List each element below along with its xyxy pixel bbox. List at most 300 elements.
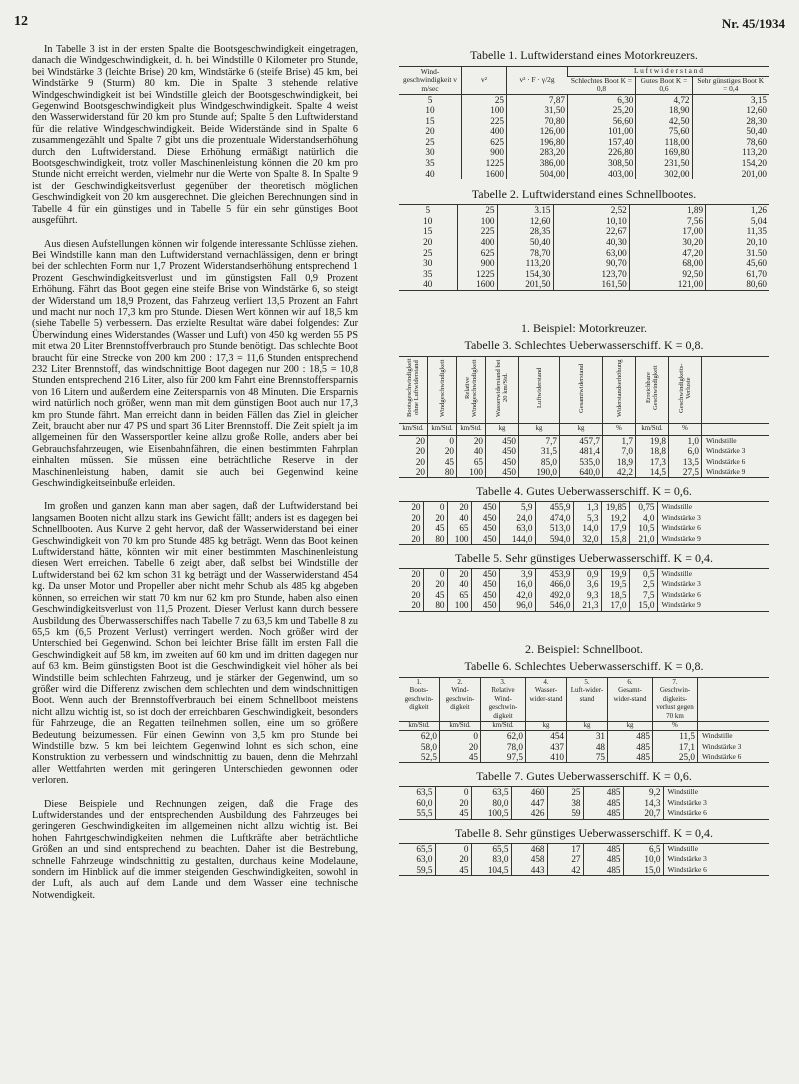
table-cell: 18,5: [601, 590, 629, 600]
table-cell: 90,70: [553, 258, 629, 269]
table-cell: 20: [411, 569, 421, 580]
row-note: Windstärke 3: [657, 579, 769, 589]
table-7-caption: Tabelle 7. Gutes Ueberwasserschiff. K = 0,6.: [476, 769, 692, 784]
table-cell: 21,0: [629, 534, 657, 545]
table-cell: 62,0: [420, 731, 437, 742]
table-cell: 625: [462, 137, 507, 148]
col-header: Erreichbare Geschwindigkeit: [645, 365, 659, 411]
table-cell: 20: [415, 435, 425, 446]
table-cell: 485: [608, 742, 653, 752]
row-note: Windstärke 3: [702, 446, 770, 456]
table-cell: 15,8: [601, 534, 629, 545]
table-cell: 97,5: [481, 752, 526, 763]
table-cell: 61,70: [706, 269, 769, 280]
table-cell: 25: [547, 787, 583, 798]
table-row: [399, 752, 769, 763]
table-row: [399, 513, 769, 523]
table-cell: 16,0: [499, 579, 535, 589]
table-cell: 154,30: [497, 269, 553, 280]
table-cell: 100: [457, 216, 497, 227]
table-row: [399, 502, 769, 513]
row-note: Windstärke 3: [698, 742, 770, 752]
table-row: [399, 457, 769, 467]
table-cell: 10,5: [629, 523, 657, 533]
table-cell: 14,0: [573, 523, 601, 533]
table-3-caption: Tabelle 3. Schlechtes Ueberwasserschiff. K = 0,8.: [464, 338, 704, 352]
table-cell: 20: [440, 742, 481, 752]
table-cell: 118,00: [636, 137, 692, 148]
table-cell: 3,9: [499, 569, 535, 580]
col-header: Windgeschwindigkeit: [438, 359, 446, 417]
table-cell: 447: [511, 798, 547, 808]
table-cell: 42,2: [603, 467, 636, 478]
table-cell: 17,1: [653, 742, 698, 752]
table-cell: 45,60: [706, 258, 769, 269]
table-cell: 20: [415, 446, 425, 457]
col-header: Wasserwiderstand bei 20 km/Std.: [495, 359, 509, 417]
table-cell: 144,0: [499, 534, 535, 545]
table-cell: 20: [447, 569, 471, 580]
table-cell: 70,80: [507, 116, 568, 127]
table-row: [399, 279, 769, 290]
paragraph: Aus diesen Aufstellungen können wir folgende interessante Schlüsse ziehen. Bei Windstille kann man den Luftwiderstand vernachlässigen, denn er bringt bei der schlechten Form nur 1,7 Prozent Widerstandserhöhung entsprechend 1 Prozent Geschwindigkeitsverlust und im günstigsten Fall 0,9 Prozent Erhöhung. Fährt das Boot gegen eine steife Brise von Windstärke 6, so steigt der Widerstand um 18,9 Prozent, das Fahrzeug verliert 13,5 Prozent an Fahrt und macht nur noch 17,3 km pro Stunde. Diesen Wert können wir auf 18,5 km (siehe Tabelle 5) verbessern. Das erzielte Resultat wäre dabei folgendes: Zur Überwindung eines Widerstandes (Wasser und Luft) von 450 kg werden 55 PS mit etwa 20 Liter Brennstoffverbrauch pro Stunde benötigt. Das schlechte Boot braucht für eine Strecke von 200 km 200 : 17,3 = 11,6 Stunden entsprechend 232 Liter Brennstoff, das windschnittige Boot dagegen nur 200 : 18,5 = 10,8 Stunden entsprechend 216 Liter, also für 200 km Fahrt eine Brennstoffersparnis von 16 Litern und außerdem eine Zeitersparnis von 48 Minuten. Die Ersparnis wird natürlich noch größer, wenn man mit dem günstigen Boot auch nur 17,3 km pro Stunde fährt. Man erreicht dann in beiden Fällen das Ziel in gleicher Zeit, braucht aber nur 47 PS und spart 36 Liter Brennstoff. Die Zeit spielt ja im allgemeinen für den Wassersportler keine allzu große Rolle, anders aber bei Gebrauchsfahrzeugen, wie Eisenbahnfähren, die einen bestimmten Fahrplan einhalten müssen. Sie müssen eine beträchtliche Reserve in der Maschinenleistung haben, damit sie auch bei Gegenwind keine Geschwindigkeitseinbuße erleiden.: [32, 238, 358, 490]
table-cell: 20: [435, 854, 471, 864]
table-row: [399, 205, 769, 216]
table-cell: 454: [526, 731, 567, 742]
table-cell: 5,04: [706, 216, 769, 227]
table-cell: 40: [425, 168, 435, 179]
table-cell: 457,7: [560, 435, 603, 446]
example-2-heading: 2. Beispiel: Schnellboot.: [525, 641, 643, 656]
table-cell: 62,0: [481, 731, 526, 742]
header-row: [399, 357, 769, 424]
table-cell: 386,00: [507, 158, 568, 169]
col-number: 1.: [416, 677, 422, 686]
table-cell: 0: [423, 569, 447, 580]
table-cell: 450: [486, 457, 519, 467]
table-cell: 40,30: [553, 237, 629, 248]
table-cell: 40: [447, 579, 471, 589]
row-note: Windstärke 6: [698, 752, 770, 763]
col-header: Gesamtwiderstand: [577, 363, 585, 413]
header-row: [399, 686, 769, 721]
col-number: 7.: [653, 677, 698, 686]
row-note: Windstärke 6: [663, 865, 769, 876]
table-cell: 0,9: [573, 569, 601, 580]
unit: kg: [519, 424, 560, 435]
table-cell: 30: [423, 258, 433, 269]
table-cell: 47,20: [629, 248, 705, 259]
col-header: v² · F · γ/2g: [507, 67, 568, 95]
table-cell: 450: [486, 435, 519, 446]
table-cell: 900: [462, 147, 507, 158]
table-cell: 80,0: [471, 798, 511, 808]
table-cell: 65,5: [471, 843, 511, 854]
table-cell: 1,89: [629, 205, 705, 216]
row-note: Windstärke 3: [657, 513, 769, 523]
table-cell: 450: [471, 534, 499, 545]
table-cell: 20: [428, 446, 457, 456]
table-cell: 19,9: [601, 569, 629, 580]
col-header: Geschwin-digkeits-verlust gegen 70 km: [653, 686, 698, 721]
table-cell: 485: [583, 843, 623, 854]
table-cell: 59: [547, 808, 583, 819]
table-row: [399, 116, 769, 127]
table-cell: 15,0: [629, 600, 657, 611]
table-cell: 38: [547, 798, 583, 808]
table-cell: 225: [462, 116, 507, 127]
table-cell: 17,0: [601, 600, 629, 611]
table-row: [399, 854, 769, 864]
table-row: [399, 237, 769, 248]
table-row: [399, 731, 769, 742]
col-header: Sehr günstiges Boot K = 0,4: [692, 76, 769, 94]
table-cell: 19,85: [601, 502, 629, 513]
table-cell: 1225: [462, 158, 507, 169]
table-cell: 56,60: [568, 116, 636, 127]
table-cell: 455,9: [535, 502, 573, 513]
table-cell: 161,50: [553, 279, 629, 290]
table-cell: 1,0: [669, 435, 702, 446]
table-cell: 65: [447, 590, 471, 600]
table-cell: 17,3: [636, 457, 669, 467]
table-cell: 40: [457, 446, 486, 456]
table-cell: 58,0: [420, 741, 437, 752]
table-cell: 80: [423, 600, 447, 611]
table-cell: 20: [447, 502, 471, 513]
col-number: 2.: [440, 677, 481, 686]
col-number: 6.: [608, 677, 653, 686]
table-row: [399, 798, 769, 808]
table-cell: 20: [411, 589, 421, 600]
table-cell: 78,0: [481, 742, 526, 752]
table-cell: 231,50: [636, 158, 692, 169]
table-cell: 2,5: [629, 579, 657, 589]
table-row: [399, 94, 769, 105]
table-cell: 10,10: [553, 216, 629, 227]
table-cell: 35: [425, 158, 435, 169]
table-cell: 14,5: [636, 467, 669, 478]
table-cell: 121,00: [629, 279, 705, 290]
col-header: v²: [462, 67, 507, 95]
table-cell: 63,0: [499, 523, 535, 533]
table-cell: 35: [423, 268, 433, 279]
table-cell: 485: [583, 854, 623, 864]
table-cell: 92,50: [629, 269, 705, 280]
table-cell: 28,35: [497, 226, 553, 237]
col-header: Bootsgeschwindigkeit ohne Luftwiderstand: [406, 358, 420, 418]
table-cell: 20: [411, 579, 421, 590]
table-cell: 63,0: [416, 854, 433, 865]
table-cell: 302,00: [636, 169, 692, 180]
table-row: [399, 600, 769, 611]
table-cell: 25,0: [653, 752, 698, 763]
col-header: Wasser-wider-stand: [526, 686, 567, 721]
table-cell: 22,67: [553, 226, 629, 237]
table-row: [399, 523, 769, 533]
table-cell: 52,5: [420, 752, 437, 763]
table-cell: 5,3: [573, 513, 601, 523]
table-cell: 10,0: [623, 854, 663, 864]
row-note: Windstille: [698, 731, 770, 742]
table-cell: 20: [423, 513, 447, 523]
table-cell: 450: [471, 600, 499, 611]
table-cell: 75,60: [636, 126, 692, 137]
table-row: [399, 126, 769, 137]
table-cell: 80,60: [706, 279, 769, 290]
col-header: Geschwindigkeits-Verluste: [678, 363, 692, 413]
table-row: [399, 579, 769, 589]
number-row: [399, 677, 769, 686]
table-cell: 169,80: [636, 147, 692, 158]
table-cell: 450: [486, 467, 519, 478]
unit: %: [669, 424, 702, 435]
table-cell: 400: [462, 126, 507, 137]
table-cell: 42,50: [636, 116, 692, 127]
col-header: Widerstandserhöhung: [615, 359, 623, 417]
table-cell: 13,5: [669, 457, 702, 467]
table-cell: 7,56: [629, 216, 705, 227]
table-cell: 11,5: [653, 731, 698, 742]
table-cell: 0: [423, 502, 447, 513]
table-cell: 17,9: [601, 523, 629, 533]
table-cell: 157,40: [568, 137, 636, 148]
table-cell: 18,90: [636, 105, 692, 116]
row-note: Windstärke 6: [657, 523, 769, 533]
table-cell: 19,5: [601, 579, 629, 589]
table-cell: 458: [511, 854, 547, 864]
table-cell: 450: [471, 502, 499, 513]
table-cell: 45: [423, 523, 447, 533]
table-cell: 27,5: [669, 467, 702, 478]
table-cell: 20: [435, 798, 471, 808]
table-cell: 45: [423, 590, 447, 600]
table-cell: 20: [425, 126, 435, 137]
table-cell: 20: [411, 512, 421, 523]
table-1-caption: Tabelle 1. Luftwiderstand eines Motorkreuzers.: [470, 48, 698, 62]
tables-column: [399, 48, 769, 876]
table-cell: 450: [471, 523, 499, 533]
table-cell: 640,0: [560, 467, 603, 478]
table-cell: 63,5: [416, 787, 433, 798]
table-cell: 20: [415, 467, 425, 478]
table-cell: 10: [425, 105, 435, 116]
table-cell: 1225: [457, 269, 497, 280]
table-row: [399, 446, 769, 456]
col-header: Wind-geschwindigkeit v m/sec: [403, 66, 457, 93]
table-cell: 5,9: [499, 502, 535, 513]
table-cell: 450: [471, 590, 499, 600]
table-cell: 20: [457, 435, 486, 446]
table-cell: 31,50: [507, 105, 568, 116]
table-2: [399, 204, 769, 291]
table-cell: 85,0: [519, 457, 560, 467]
table-cell: 485: [583, 808, 623, 819]
table-cell: 0: [440, 731, 481, 742]
table-cell: 19,8: [636, 435, 669, 446]
table-cell: 535,0: [560, 457, 603, 467]
unit: km/Std.: [399, 424, 428, 435]
table-cell: 12,60: [692, 105, 769, 116]
col-header: Luft-wider-stand: [567, 686, 608, 721]
row-note: Windstärke 9: [657, 534, 769, 545]
table-cell: 14,3: [623, 798, 663, 808]
table-cell: 17,00: [629, 226, 705, 237]
table-cell: 0: [435, 843, 471, 854]
table-cell: 450: [471, 579, 499, 589]
table-cell: 460: [511, 787, 547, 798]
row-note: Windstille: [663, 787, 769, 798]
unit: km/Std.: [457, 424, 486, 435]
table-cell: 7,5: [629, 590, 657, 600]
table-cell: 83,0: [471, 854, 511, 864]
col-header: Gesamt-wider-stand: [608, 686, 653, 721]
table-cell: 78,70: [497, 248, 553, 259]
table-cell: 12,60: [497, 216, 553, 227]
table-cell: 28,30: [692, 116, 769, 127]
table-cell: 1,7: [603, 435, 636, 446]
table-row: [399, 534, 769, 545]
table-row: [399, 569, 769, 580]
col-number: 4.: [526, 677, 567, 686]
table-cell: 450: [471, 513, 499, 523]
table-cell: 25,20: [568, 105, 636, 116]
table-cell: 20: [411, 523, 421, 534]
table-cell: 10: [423, 215, 433, 226]
table-cell: 20: [423, 237, 433, 248]
table-cell: 0,5: [629, 569, 657, 580]
table-cell: 18,9: [603, 457, 636, 467]
table-cell: 485: [608, 752, 653, 763]
col-group-header: L u f t w i d e r s t a n d: [568, 67, 770, 77]
table-cell: 20: [423, 579, 447, 589]
table-row: [399, 808, 769, 819]
table-cell: 45: [435, 808, 471, 819]
table-row: [399, 216, 769, 227]
unit: kg: [560, 424, 603, 435]
table-row: [399, 467, 769, 478]
table-cell: 30,20: [629, 237, 705, 248]
col-header: Relative Wind-geschwin-digkeit: [481, 686, 526, 721]
table-cell: 63,5: [471, 787, 511, 798]
table-cell: 42,0: [499, 590, 535, 600]
table-cell: 900: [457, 258, 497, 269]
table-cell: 4,0: [629, 513, 657, 523]
table-cell: 15,0: [623, 865, 663, 876]
table-cell: 485: [583, 865, 623, 876]
table-6-caption: Tabelle 6. Schlechtes Ueberwasserschiff. K = 0,8.: [464, 658, 704, 673]
table-row: [399, 742, 769, 752]
table-cell: 25: [425, 136, 435, 147]
table-cell: 5: [427, 94, 433, 105]
table-cell: 65,5: [416, 843, 433, 854]
table-cell: 42: [547, 865, 583, 876]
table-cell: 6,5: [623, 843, 663, 854]
row-note: Windstille: [702, 435, 770, 446]
table-cell: 65: [447, 523, 471, 533]
table-cell: 45: [435, 865, 471, 876]
units-row: [399, 721, 769, 731]
table-cell: 40: [447, 513, 471, 523]
table-cell: 3,6: [573, 579, 601, 589]
table-cell: 50,40: [692, 126, 769, 137]
table-cell: 190,0: [519, 467, 560, 478]
table-row: [399, 865, 769, 876]
table-cell: 113,20: [692, 147, 769, 158]
table-cell: 400: [457, 237, 497, 248]
table-cell: 15: [425, 115, 435, 126]
table-cell: 9,3: [573, 590, 601, 600]
table-cell: 403,00: [568, 169, 636, 180]
unit: kg: [486, 424, 519, 435]
table-cell: 443: [511, 865, 547, 876]
table-8: [399, 843, 769, 876]
table-cell: 100,5: [471, 808, 511, 819]
table-cell: 27: [547, 854, 583, 864]
table-cell: 31: [567, 731, 608, 742]
table-cell: 123,70: [553, 269, 629, 280]
row-note: Windstärke 6: [657, 590, 769, 600]
table-cell: 513,0: [535, 523, 573, 533]
table-cell: 546,0: [535, 600, 573, 611]
table-cell: 11,35: [706, 226, 769, 237]
table-cell: 60,0: [416, 797, 433, 808]
table-cell: 450: [486, 446, 519, 456]
table-cell: 31,5: [519, 446, 560, 456]
unit: km/Std.: [399, 721, 440, 731]
table-cell: 450: [471, 569, 499, 580]
table-5: [399, 568, 769, 612]
row-note: Windstärke 6: [663, 808, 769, 819]
table-row: [399, 258, 769, 269]
issue-number: Nr. 45/1934: [721, 16, 785, 31]
table-cell: 20: [411, 600, 421, 611]
col-header: Schlechtes Boot K = 0,8: [570, 75, 632, 93]
table-row: [399, 843, 769, 854]
table-5-caption: Tabelle 5. Sehr günstiges Ueberwasserschiff. K = 0,4.: [455, 551, 713, 566]
table-cell: 466,0: [535, 579, 573, 589]
table-cell: 25: [423, 247, 433, 258]
row-note: Windstärke 3: [663, 798, 769, 808]
table-cell: 100: [447, 534, 471, 545]
table-1: [399, 66, 769, 179]
table-cell: 104,5: [471, 865, 511, 876]
table-cell: 100: [457, 467, 486, 478]
table-cell: 113,20: [497, 258, 553, 269]
table-cell: 283,20: [507, 147, 568, 158]
paragraph: Im großen und ganzen kann man aber sagen, daß der Luftwiderstand bei langsamen Booten nicht allzu stark ins Gewicht fällt; anders ist es dagegen bei Schnellbooten. Aus Kurve 2 geht hervor, daß der Wasserwiderstand bei einer Geschwindigkeit von 70 km pro Stunde 485 kg beträgt. Wenn das Boot keinen Luftwiderstand hätte, könnten wir mit einer bestimmten Maschinenleistung diesen Wert erreichen. Tabelle 6 zeigt aber, daß selbst bei Windstille der Luftwiderstand bei 62 km schon 31 kg beträgt und der Wasserwiderstand 454 kg. Da unser Motor und Propeller aber nicht mehr Schub als 485 kg abgeben können, so erreichen wir statt 70 km nur 62 km pro Stunde, haben also einen Geschwindigkeitsverlust von 11,5 Prozent. Dieser Verlust kann durch bessere Ausbildung des Überwasserschiffes nach Tabelle 7 zu 63,5 km und Tabelle 8 zu 65,5 km (6,5 Prozent Verlust) verringert werden. Noch größer wird der Unterschied bei Gegenwind. Schon bei leichter Brise fällt im ersten Fall die Geschwindigkeit auf 58 km, im zweiten auf 60 km und im dritten dagegen nur auf 63 km. Beim günstigsten Boot ist die Geschwindigkeit viel höher als bei Windstille beim schlechten Fahrzeug, und je stärker der Gegenwind, um so größer wird die Differenz zwischen dem schlechten und dem windschnittigen Boot. Wenn auch der Brennstoffverbrauch bei einem Schnellboot meistens nicht allzu wichtig ist, so ist doch der erreichbaren Geschwindigkeit, besonders für Fahrzeuge, die an Regatten teilnehmen sollen, eine um so größere Bedeutung beizumessen. Für einen Gewinn von 3,5 km pro Stunde bei Windstille bzw. 5 km bei leichtem Gegenwind lohnt es sich schon, eine Konstruktion zu verbessern und windschnittig zu bauen, denn die Mehrzahl aller Wettfahrten werden mit geringeren Unterschieden gewonnen oder verloren.: [32, 501, 358, 787]
table-cell: 63,00: [553, 248, 629, 259]
table-cell: 96,0: [499, 600, 535, 611]
table-cell: 4,72: [636, 94, 692, 105]
table-cell: 100: [462, 105, 507, 116]
table-cell: 20: [411, 533, 421, 544]
col-header: Luftwiderstand: [535, 367, 543, 409]
table-row: [399, 158, 769, 169]
col-header: Boots-geschwin-digkeit: [404, 686, 434, 712]
row-note: Windstärke 9: [702, 467, 770, 478]
table-cell: 7,87: [507, 94, 568, 105]
table-cell: 25: [462, 94, 507, 105]
table-cell: 32,0: [573, 534, 601, 545]
table-cell: 504,00: [507, 169, 568, 180]
table-cell: 1600: [457, 279, 497, 290]
paragraph: In Tabelle 3 ist in der ersten Spalte die Bootsgeschwindigkeit eingetragen, danach die Windgeschwindigkeit, d. h. bei Windstille 0 Kilometer pro Stunde, bei Windstärke 3 (leichte Brise) 20 km, Windstärke 6 (steife Brise) 45 km, bei Windstärke 9 (Sturm) 80 km. Die in Spalte 3 stehende relative Windgeschwindigkeit ist bei Windstille gleich der Bootsgeschwindigkeit, bei Gegenwind Bootsgeschwindigkeit plus Windgeschwindigkeit. Spalte 4 weist den Wasserwiderstand für 20 km pro Stunde auf; Spalte 5 den Luftwiderstand für die relative Windgeschwindigkeit. Beide Widerstände sind in Spalte 6 zusammengezählt und Spalte 7 gibt uns die prozentuale Widerstandserhöhung durch den Luftwiderstand. Diese Erhöhung ermäßigt natürlich die Bootsgeschwindigkeit, trotz voller Maschinenleistung können die 20 km pro Stunde nicht erreicht werden, vielmehr nur die Werte von Spalte 8. In Spalte 9 ist der Geschwindigkeitsverlust gegenüber der theoretisch möglichen Geschwindigkeit von 20 km ausgerechnet. Die gleichen Berechnungen sind in Tabelle 4 für ein günstiges und in Tabelle 5 für ein sehr günstiges Boot ausgeführt.: [32, 44, 358, 227]
table-row: [399, 147, 769, 158]
table-cell: 201,00: [692, 169, 769, 180]
table-cell: 21,3: [573, 600, 601, 611]
table-cell: 1,3: [573, 502, 601, 513]
